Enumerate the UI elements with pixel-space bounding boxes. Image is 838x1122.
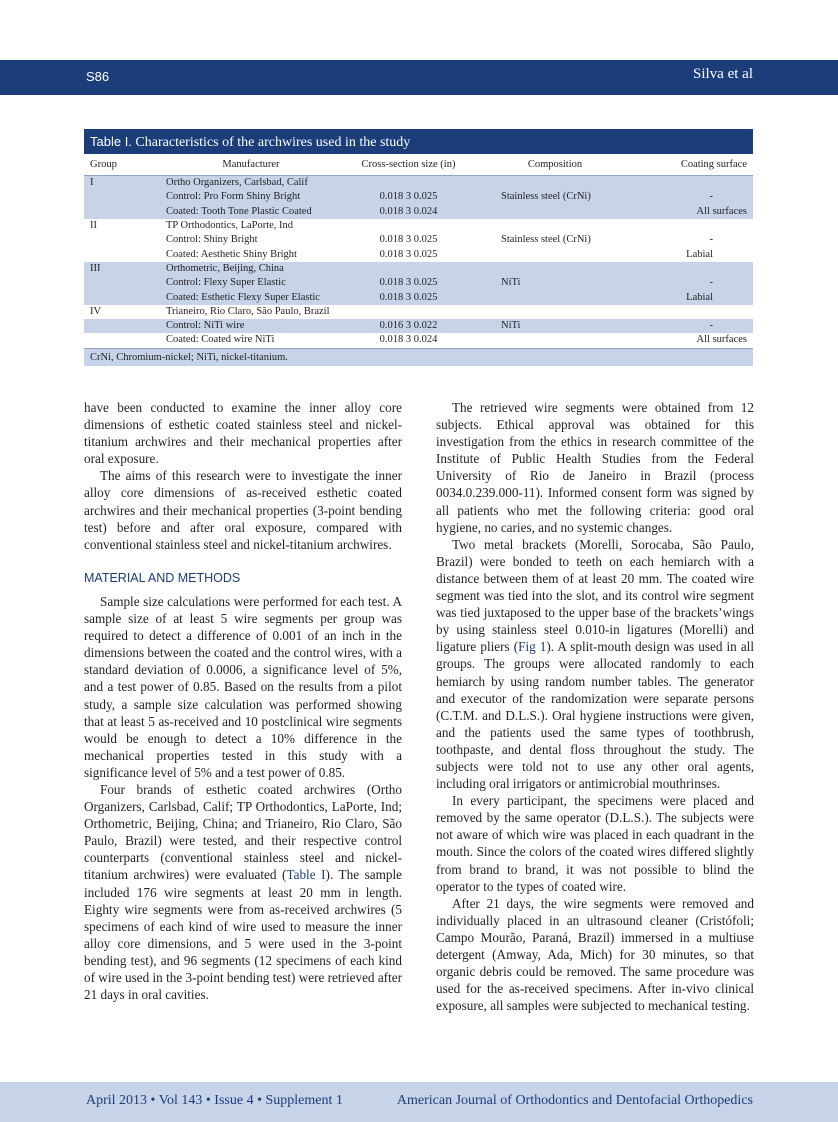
table-cell: II — [90, 220, 97, 232]
table-cell — [84, 190, 166, 204]
table-cell — [629, 219, 753, 233]
table-cell: 0.016 3 0.022 — [379, 320, 438, 332]
figure-reference-link[interactable]: Fig 1 — [518, 639, 547, 655]
paragraph: After 21 days, the wire segments were removed and individually placed in an ultrasound cleaner (Cristófoli; Campo Mourão, Paraná, Brazil) immersed in a multiuse detergent (Amway, Ada, Mich) for 30 minutes, so that organic debris could be removed. The same procedure was used for the as-received specimens. After in-vivo clinical exposure, all samples were subjected to mechanical testing. — [436, 895, 754, 1014]
table-cell — [336, 219, 481, 233]
table-cell: NiTi — [501, 277, 521, 289]
table-cell: TP Orthodontics, LaPorte, Ind — [166, 220, 294, 232]
table-cell — [84, 247, 166, 261]
table-cell: Trianeiro, Rio Claro, São Paulo, Brazil — [166, 305, 330, 317]
table-cell — [481, 176, 629, 191]
table-cell: I — [90, 177, 94, 189]
paragraph: The aims of this research were to investigate the inner alloy core dimensions of as-received esthetic coated archwires and their mechanical properties (3-point bending test) before and after oral exposure, compared with conventional stainless steel and nickel-titanium archwires. — [84, 468, 402, 552]
table-cell — [481, 333, 629, 347]
table-cell: Coated: Esthetic Flexy Super Elastic — [166, 291, 320, 303]
table-cell: All surfaces — [696, 205, 747, 217]
table-cell — [84, 290, 166, 304]
col-header-group: Group — [84, 154, 166, 176]
paragraph — [436, 536, 754, 792]
section-heading: MATERIAL AND METHODS — [84, 570, 241, 585]
left-column — [84, 399, 402, 1003]
table-cell — [84, 333, 166, 347]
table-cell — [336, 305, 481, 319]
table-row — [84, 262, 753, 276]
col-header-composition: Composition — [481, 154, 629, 176]
table-grid — [84, 154, 753, 348]
table-cell: Control: Flexy Super Elastic — [166, 277, 286, 289]
table-title: Characteristics of the archwires used in the study — [135, 135, 411, 150]
table-row — [84, 276, 753, 290]
table-cell — [481, 219, 629, 233]
table-row — [84, 305, 753, 319]
table-cell — [84, 233, 166, 247]
paragraph: The retrieved wire segments were obtained from 12 subjects. Ethical approval was obtained for this investigation from the ethics in research committee of the Institute of Public Health Studies from the Federal University of Rio de Janeiro in Brazil (process 0034.0.239.000-11). Informed consent form was signed by all patients who met the following criteria: good oral hygiene, no caries, and no systemic changes. — [436, 400, 754, 535]
table-cell: - — [709, 191, 713, 203]
table-cell: Labial — [686, 291, 713, 303]
table-cell: III — [90, 262, 101, 274]
table-cell — [481, 305, 629, 319]
table-cell: IV — [90, 305, 102, 317]
table-cell: Labial — [686, 248, 713, 260]
running-footer — [0, 1082, 838, 1122]
table-cell: Stainless steel (CrNi) — [501, 191, 591, 203]
table-footnote: CrNi, Chromium-nickel; NiTi, nickel-titanium. — [84, 348, 753, 366]
table-cell: Orthometric, Beijing, China — [166, 262, 284, 274]
table-1 — [84, 129, 753, 366]
table-row — [84, 205, 753, 219]
table-cell — [481, 290, 629, 304]
table-row — [84, 176, 753, 191]
page-label: S86 — [86, 69, 110, 84]
paragraph-text: ). A split-mouth design was used in all groups. The groups were allocated randomly to each hemiarch by using random number tables. The generator and executor of the randomization were separate persons (C.T.M. and D.L.S.). Oral hygiene instructions were given, and the patients used the same types of toothbrush, toothpaste, and dental floss throughout the study. The subjects were told not to use any other oral agents, including oral irrigators or antimicrobial mouthrinses. — [436, 639, 755, 792]
issue-info: April 2013 • Vol 143 • Issue 4 • Supplement 1 — [86, 1093, 343, 1108]
table-cell — [629, 176, 753, 191]
table-label: Table I. — [90, 134, 132, 149]
table-cell: - — [709, 277, 713, 289]
paragraph-text: Two metal brackets (Morelli, Sorocaba, São Paulo, Brazil) were bonded to teeth on each hemiarch with a distance between them of at least 20 mm. The coated wire segment was tied into the slot, and its control wire segment was tied juxtaposed to the upper base of the brackets’wings by using stainless steel 0.010-in ligatures (Morelli) and ligature pliers ( — [436, 536, 754, 655]
table-cell — [84, 205, 166, 219]
table-row — [84, 219, 753, 233]
col-header-cross-section: Cross-section size (in) — [336, 154, 481, 176]
table-cell: 0.018 3 0.024 — [379, 205, 438, 217]
table-cell: 0.018 3 0.024 — [379, 334, 438, 346]
table-cell: - — [709, 234, 713, 246]
table-cell: Ortho Organizers, Carlsbad, Calif — [166, 177, 308, 189]
table-row — [84, 333, 753, 347]
table-cell: Coated: Aesthetic Shiny Bright — [166, 248, 297, 260]
paragraph-text: ). The sample included 176 wire segments at least 20 mm in length. Eighty wire segments were from as-received archwires (5 specimens of each kind of wire used to measure the inner alloy core dimensions, and 5 were used in the 3-point bending test), and 96 segments (12 specimens of each kind of wire used in the 3-point bending test) were retrieved after 21 days in oral cavities. — [84, 867, 402, 1003]
table-cell — [336, 176, 481, 191]
paragraph: have been conducted to examine the inner alloy core dimensions of esthetic coated stainless steel and nickel-titanium archwires and their mechanical properties after oral exposure. — [84, 400, 402, 467]
table-cell — [481, 247, 629, 261]
table-cell: Coated: Coated wire NiTi — [166, 334, 275, 346]
running-header — [0, 60, 838, 95]
table-cell — [84, 276, 166, 290]
col-header-manufacturer: Manufacturer — [166, 154, 336, 176]
table-row — [84, 233, 753, 247]
paragraph: Sample size calculations were performed for each test. A sample size of at least 5 wire segments per group was required to detect a difference of 0.001 of an inch in the dimensions between the coated and the control wires, with a standard deviation of 0.0006, a significance level of 5%, and a test power of 0.85. Based on the results from a pilot study, a sample size calculation was performed showing that at least 5 as-received and 10 postclinical wire segments would be enough to detect a 10% difference in the mechanical properties tested in this study with a significance level of 5% and a test power of 0.85. — [84, 593, 402, 780]
table-cell: 0.018 3 0.025 — [379, 291, 438, 303]
table-row — [84, 319, 753, 333]
table-cell — [481, 205, 629, 219]
table-reference-link[interactable]: Table I — [286, 867, 326, 883]
table-cell: 0.018 3 0.025 — [379, 234, 438, 246]
table-cell: NiTi — [501, 320, 521, 332]
table-cell — [629, 305, 753, 319]
table-cell: Control: NiTi wire — [166, 320, 245, 332]
paragraph: In every participant, the specimens were placed and removed by the same operator (D.L.S.). The subjects were not aware of which wire was placed in each quadrant in the mouth. Since the colors of the coated wires differed slightly from brand to brand, it was not possible to blind the operator to the types of coated wire. — [436, 793, 754, 894]
table-cell: 0.018 3 0.025 — [379, 277, 438, 289]
table-cell — [84, 319, 166, 333]
table-cell — [336, 262, 481, 276]
table-cell: - — [709, 320, 713, 332]
running-authors: Silva et al — [693, 66, 753, 82]
paragraph-text: Four brands of esthetic coated archwires (Ortho Organizers, Carlsbad, Calif; TP Orthodontics, LaPorte, Ind; Orthometric, Beijing, China; and Trianeiro, Rio Claro, São Paulo, Brazil) were tested, and their respective control counterparts (conventional stainless steel and nickel-titanium archwires) were evaluated ( — [84, 781, 402, 883]
table-row — [84, 190, 753, 204]
table-caption — [84, 129, 753, 154]
table-cell: Control: Shiny Bright — [166, 234, 258, 246]
table-cell: 0.018 3 0.025 — [379, 191, 438, 203]
table-row — [84, 247, 753, 261]
journal-name: American Journal of Orthodontics and Dentofacial Orthopedics — [396, 1093, 753, 1108]
table-cell: Coated: Tooth Tone Plastic Coated — [166, 205, 312, 217]
table-header-row — [84, 154, 753, 176]
table-cell: Control: Pro Form Shiny Bright — [166, 191, 301, 203]
table-cell: 0.018 3 0.025 — [379, 248, 438, 260]
table-cell — [629, 262, 753, 276]
paragraph — [84, 781, 402, 1003]
table-row — [84, 290, 753, 304]
right-column — [436, 399, 754, 1014]
table-cell — [481, 262, 629, 276]
table-cell: All surfaces — [696, 334, 747, 346]
table-cell: Stainless steel (CrNi) — [501, 234, 591, 246]
col-header-coating: Coating surface — [629, 154, 753, 176]
